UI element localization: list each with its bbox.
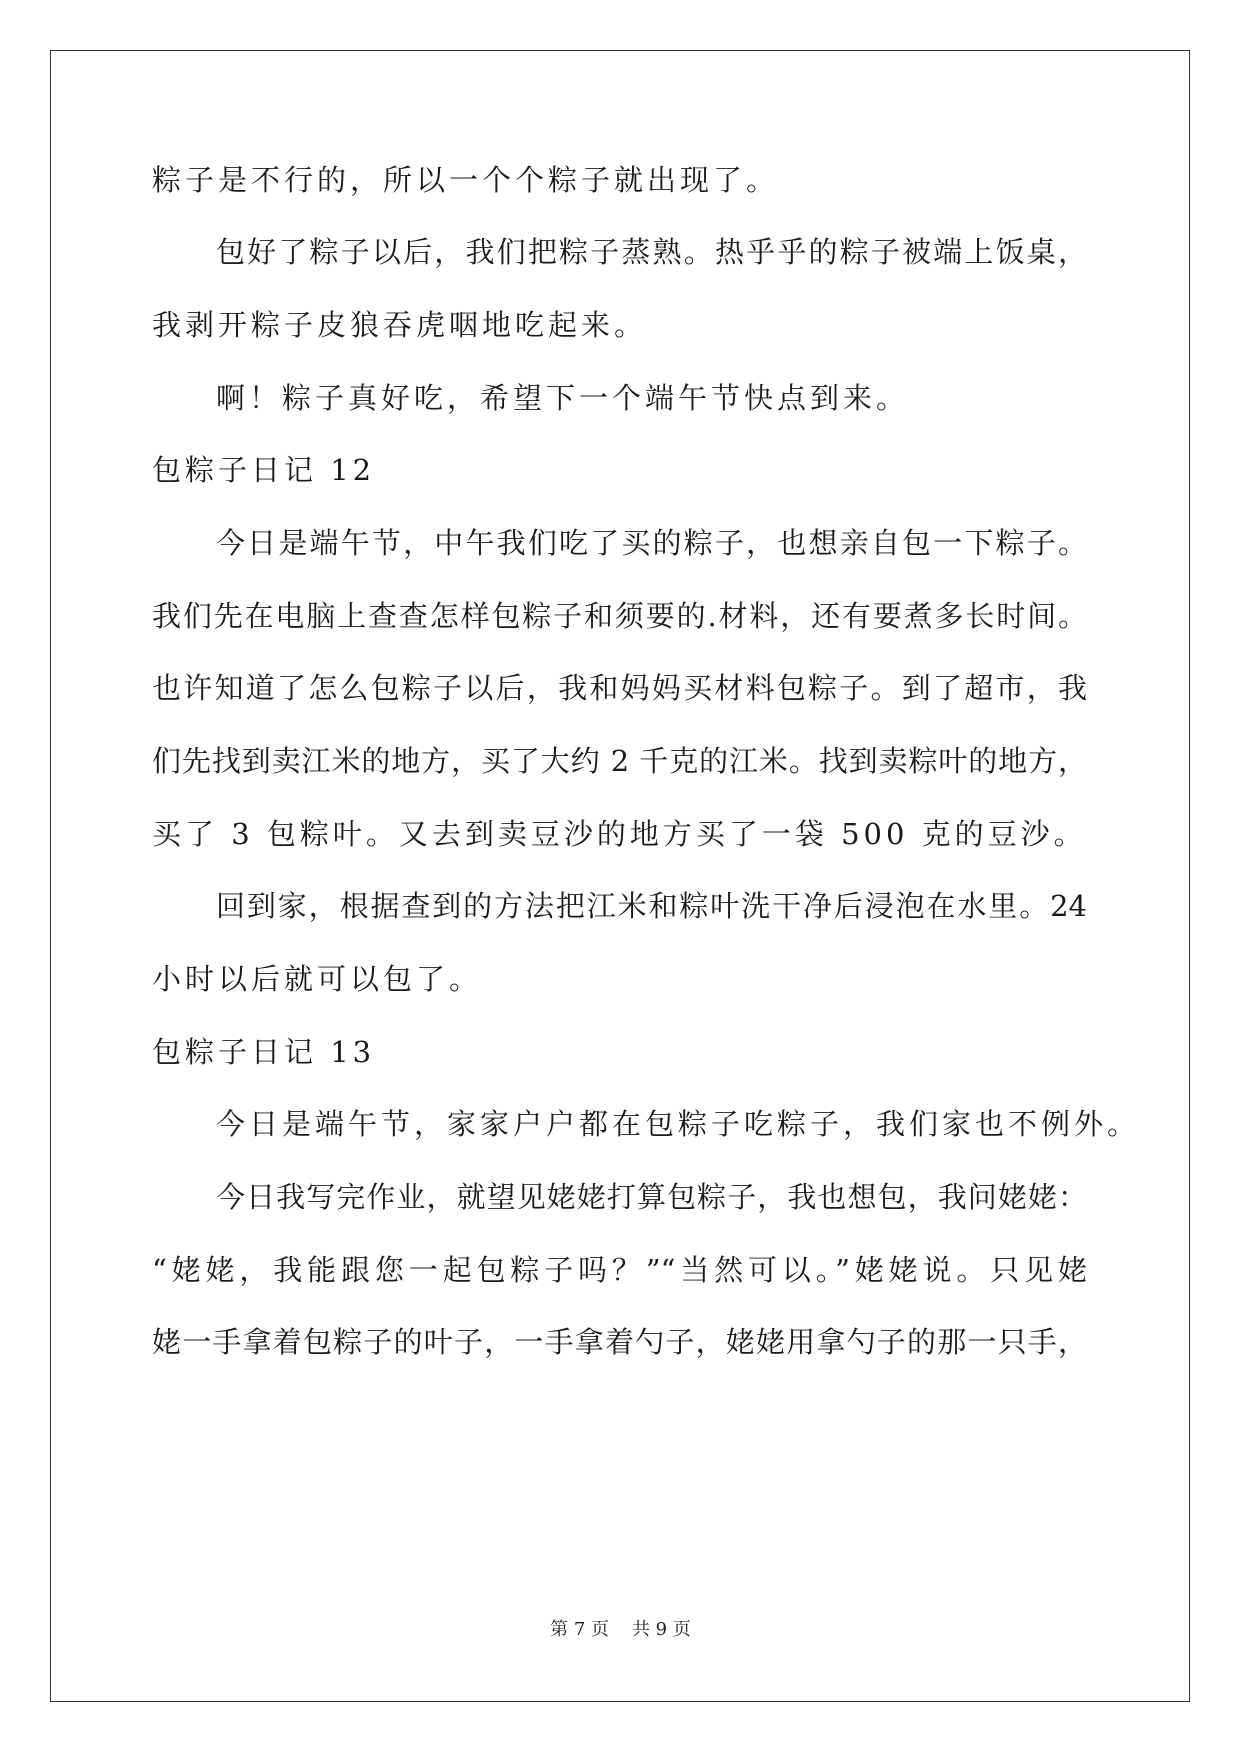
paragraph-line: 啊！粽子真好吃，希望下一个端午节快点到来。 [216,381,910,415]
text-line: 姥一手拿着包粽子的叶子，一手拿着勺子，姥姥用拿勺子的那一只手， [152,1325,1087,1359]
text-line: 小时以后就可以包了。 [152,962,483,996]
section-heading: 包粽子日记 12 [152,453,376,487]
page-number: 第 7 页 共 9 页 [550,1619,691,1640]
text-line: 我们先在电脑上查查怎样包粽子和须要的.材料，还有要煮多长时间。 [152,599,1087,633]
text-line: 买了 3 包粽叶。又去到卖豆沙的地方买了一袋 500 克的豆沙。 [152,817,1087,851]
page-footer [0,1618,1241,1642]
paragraph-line: 今日是端午节，家家户户都在包粽子吃粽子，我们家也不例外。 [216,1107,1141,1141]
paragraph-line: 今日是端午节，中午我们吃了买的粽子，也想亲自包一下粽子。 [216,526,1087,560]
paragraph-line: 包好了粽子以后，我们把粽子蒸熟。热乎乎的粽子被端上饭桌， [216,235,1087,269]
text-line: 们先找到卖江米的地方，买了大约 2 千克的江米。找到卖粽叶的地方， [152,744,1087,778]
text-line: “姥姥，我能跟您一起包粽子吗？”“当然可以。”姥姥说。只见姥 [152,1253,1087,1287]
paragraph-line: 今日我写完作业，就望见姥姥打算包粽子，我也想包，我问姥姥： [216,1180,1087,1214]
paragraph-line: 回到家，根据查到的方法把江米和粽叶洗干净后浸泡在水里。24 [216,889,1087,923]
text-line: 也许知道了怎么包粽子以后，我和妈妈买材料包粽子。到了超市，我 [152,671,1087,705]
section-heading: 包粽子日记 13 [152,1035,376,1069]
text-line: 粽子是不行的，所以一个个粽子就出现了。 [152,163,780,197]
page-border [50,50,1190,1702]
text-line: 我剥开粽子皮狼吞虎咽地吃起来。 [152,308,648,342]
